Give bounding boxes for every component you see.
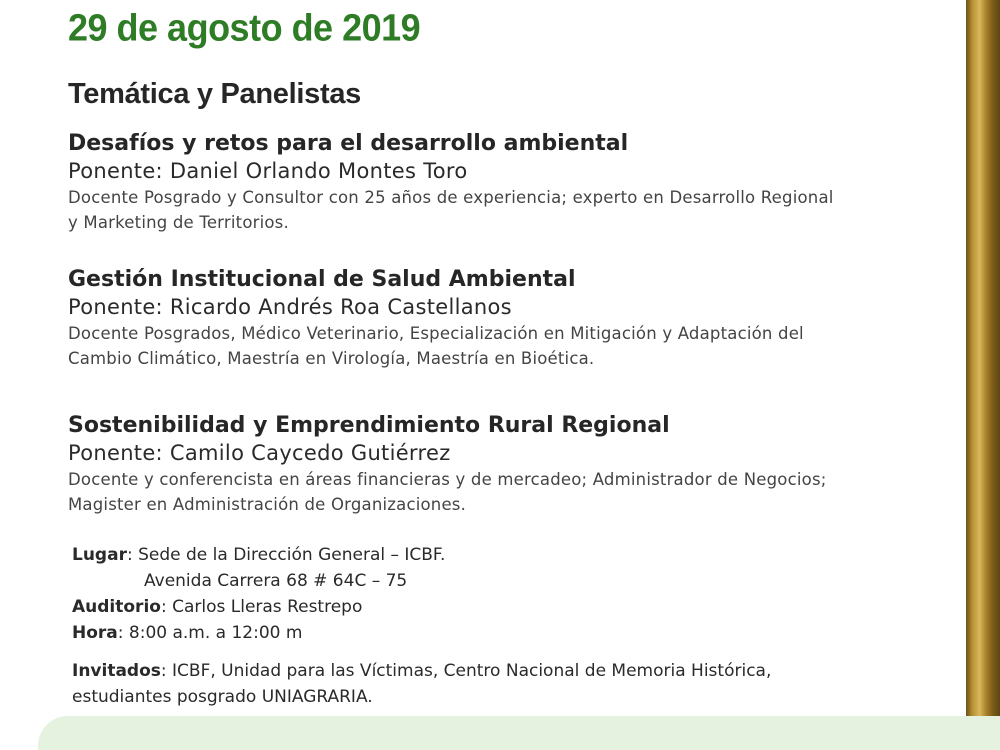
venue-label: Lugar bbox=[72, 545, 127, 565]
event-date: 29 de agosto de 2019 bbox=[68, 6, 421, 50]
topic-bio-line: y Marketing de Territorios. bbox=[68, 213, 289, 232]
venue-row bbox=[72, 542, 445, 568]
auditorium-row bbox=[72, 594, 445, 620]
topic-bio-line: Docente Posgrado y Consultor con 25 años de experiencia; experto en Desarrollo Regional bbox=[68, 188, 834, 207]
guests-row-continued: estudiantes posgrado UNIAGRARIA. bbox=[72, 687, 373, 707]
venue-value: : Sede de la Dirección General – ICBF. bbox=[126, 545, 446, 565]
topic-title: Sostenibilidad y Emprendimiento Rural Regional bbox=[68, 413, 670, 438]
time-row bbox=[72, 620, 445, 646]
topic-3 bbox=[68, 412, 948, 517]
guests bbox=[72, 658, 771, 710]
topic-title: Desafíos y retos para el desarrollo ambiental bbox=[68, 131, 629, 156]
venue-address: Avenida Carrera 68 # 64C – 75 bbox=[144, 571, 408, 591]
wood-border-decoration bbox=[966, 0, 1000, 750]
topic-bio-line: Cambio Climático, Maestría en Virología, Maestría en Bioética. bbox=[68, 349, 595, 368]
section-title: Temática y Panelistas bbox=[68, 78, 361, 110]
topic-speaker: Ponente: Ricardo Andrés Roa Castellanos bbox=[68, 295, 512, 319]
topic-bio-line: Docente y conferencista en áreas financieras y de mercadeo; Administrador de Negocios; bbox=[68, 470, 827, 489]
topic-speaker: Ponente: Daniel Orlando Montes Toro bbox=[68, 159, 468, 183]
topic-bio bbox=[68, 185, 948, 235]
topic-bio bbox=[68, 321, 948, 371]
topic-title: Gestión Institucional de Salud Ambiental bbox=[68, 267, 576, 292]
auditorium-label: Auditorio bbox=[72, 597, 161, 617]
topic-bio-line: Docente Posgrados, Médico Veterinario, Especialización en Mitigación y Adaptación del bbox=[68, 324, 804, 343]
auditorium-value: : Carlos Lleras Restrepo bbox=[160, 597, 363, 617]
time-value: : 8:00 a.m. a 12:00 m bbox=[117, 623, 303, 643]
guests-row bbox=[72, 658, 771, 684]
topic-bio-line: Magister en Administración de Organizaciones. bbox=[68, 495, 467, 514]
topic-bio bbox=[68, 467, 948, 517]
bottom-green-band bbox=[38, 716, 1000, 750]
topic-2 bbox=[68, 266, 948, 371]
topic-speaker: Ponente: Camilo Caycedo Gutiérrez bbox=[68, 441, 451, 465]
event-details bbox=[72, 542, 445, 646]
time-label: Hora bbox=[72, 623, 118, 643]
topic-1 bbox=[68, 130, 948, 235]
guests-value: : ICBF, Unidad para las Víctimas, Centro Nacional de Memoria Histórica, bbox=[160, 661, 772, 681]
guests-label: Invitados bbox=[72, 661, 161, 681]
